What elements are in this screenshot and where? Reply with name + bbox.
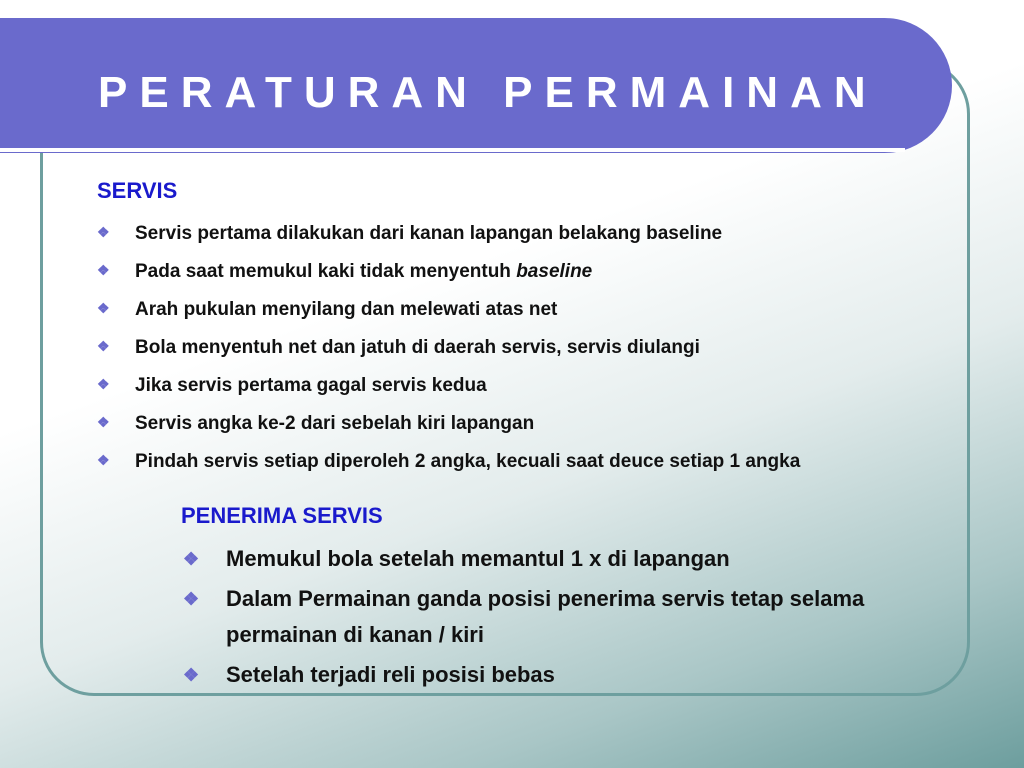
slide-title: PERATURAN PERMAINAN: [98, 68, 878, 117]
diamond-bullet-icon: ❖: [97, 262, 110, 278]
diamond-bullet-icon: ❖: [97, 224, 110, 240]
diamond-bullet-icon: ❖: [97, 376, 110, 392]
diamond-bullet-icon: ❖: [97, 414, 110, 430]
list-item: [97, 337, 800, 375]
diamond-bullet-icon: ❖: [97, 300, 110, 316]
diamond-bullet-icon: ❖: [97, 452, 110, 468]
list-item: [97, 451, 800, 489]
list-item: [97, 375, 800, 413]
list-item: [181, 541, 901, 577]
diamond-bullet-icon: ❖: [97, 338, 110, 354]
list-item-text: Bola menyentuh net dan jatuh di daerah servis, servis diulangi: [135, 337, 700, 358]
diamond-bullet-icon: ❖: [183, 549, 200, 569]
list-item: [181, 581, 901, 653]
servis-heading: SERVIS: [97, 178, 178, 203]
list-item-text: Servis pertama dilakukan dari kanan lapangan belakang baseline: [135, 223, 723, 244]
list-item: [97, 223, 800, 261]
list-item: [97, 299, 800, 337]
diamond-bullet-icon: ❖: [183, 665, 200, 685]
list-item-emphasis: baseline: [516, 261, 593, 282]
list-item-text: Pindah servis setiap diperoleh 2 angka, kecuali saat deuce setiap 1 angka: [135, 451, 801, 472]
list-item-text: Arah pukulan menyilang dan melewati atas net: [135, 299, 558, 320]
list-item-text: Setelah terjadi reli posisi bebas: [226, 662, 555, 687]
diamond-bullet-icon: ❖: [183, 589, 200, 609]
servis-list: [97, 223, 800, 489]
list-item-text: Pada saat memukul kaki tidak menyentuh: [135, 261, 517, 282]
list-item-text: Jika servis pertama gagal servis kedua: [135, 375, 487, 396]
penerima-servis-list: [181, 541, 901, 697]
list-item-text: Memukul bola setelah memantul 1 x di lapangan: [226, 546, 730, 571]
penerima-servis-heading: PENERIMA SERVIS: [181, 503, 383, 528]
list-item: [181, 657, 901, 693]
list-item: [97, 413, 800, 451]
list-item-text: Dalam Permainan ganda posisi penerima servis tetap selama permainan di kanan / kiri: [226, 586, 865, 647]
title-underline: [0, 148, 905, 152]
list-item-text: Servis angka ke-2 dari sebelah kiri lapangan: [135, 413, 535, 434]
title-bar: [0, 18, 952, 153]
list-item: [97, 261, 800, 299]
